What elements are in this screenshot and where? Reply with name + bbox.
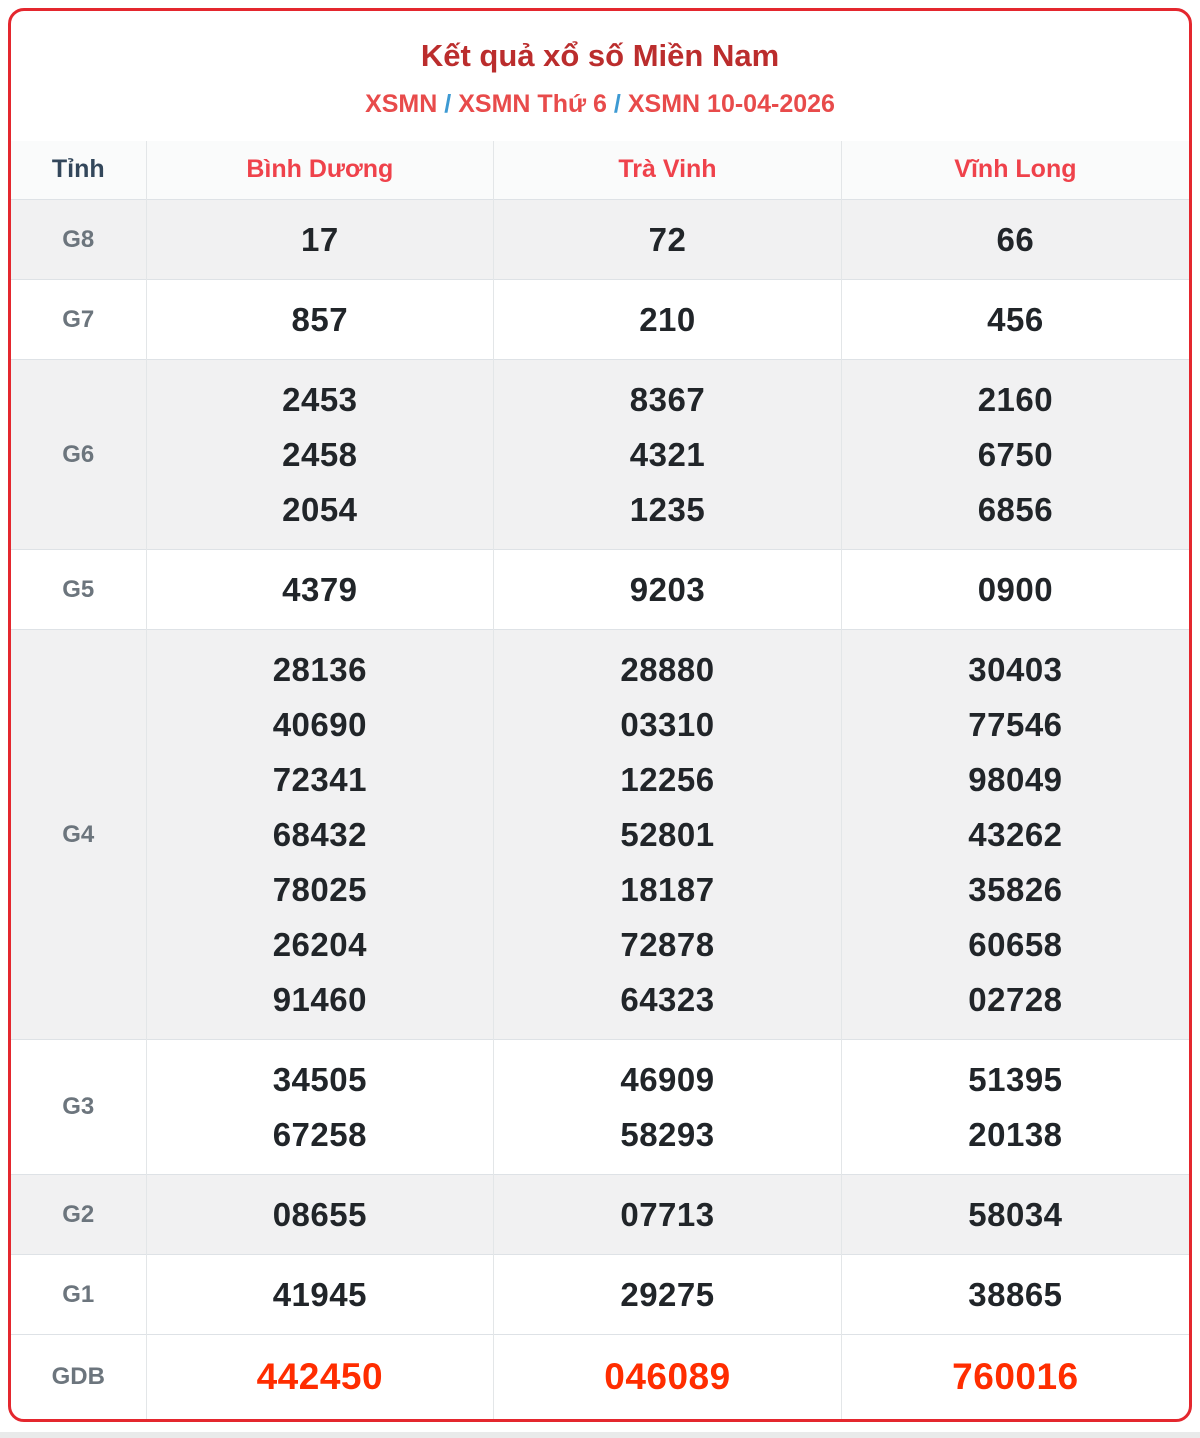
prize-row-g4	[11, 630, 1189, 1040]
prize-row-g3	[11, 1040, 1189, 1175]
prize-numbers-cell	[146, 1335, 494, 1420]
prize-row-gdb	[11, 1335, 1189, 1420]
breadcrumb-separator: /	[613, 90, 621, 119]
prize-number: 68432	[272, 816, 367, 854]
prize-number: 29275	[620, 1276, 715, 1314]
prize-number: 2054	[282, 491, 358, 529]
prize-number: 18187	[620, 871, 715, 909]
breadcrumb-link-xsmn-weekday[interactable]: XSMN Thứ 6	[458, 90, 607, 119]
prize-number: 58293	[620, 1116, 715, 1154]
prize-number: 4379	[282, 571, 358, 609]
prize-number: 51395	[968, 1061, 1063, 1099]
next-section-edge	[0, 1432, 1200, 1438]
prize-number: 98049	[968, 761, 1063, 799]
prize-numbers-cell	[841, 1175, 1189, 1255]
prize-number: 12256	[620, 761, 715, 799]
prize-number: 9203	[629, 571, 706, 609]
column-header-tra-vinh: Trà Vinh	[494, 141, 842, 200]
lottery-results-card	[8, 8, 1192, 1422]
prize-number: 8367	[629, 381, 706, 419]
prize-numbers-cell	[146, 1255, 494, 1335]
prize-number: 4321	[629, 436, 706, 474]
prize-number: 07713	[620, 1196, 715, 1234]
prize-row-g7	[11, 280, 1189, 360]
prize-numbers-cell	[841, 1335, 1189, 1420]
prize-row-g6	[11, 360, 1189, 550]
prize-number: 760016	[952, 1356, 1079, 1398]
prize-number: 03310	[620, 706, 715, 744]
prize-numbers-cell	[494, 1175, 842, 1255]
prize-row-g5	[11, 550, 1189, 630]
prize-number: 35826	[968, 871, 1063, 909]
prize-number: 20138	[968, 1116, 1063, 1154]
prize-label: G6	[11, 360, 146, 550]
prize-numbers-cell	[841, 1040, 1189, 1175]
prize-numbers-cell	[841, 200, 1189, 280]
prize-numbers-cell	[841, 1255, 1189, 1335]
prize-number: 2458	[282, 436, 358, 474]
breadcrumb-link-xsmn-date[interactable]: XSMN 10-04-2026	[627, 90, 835, 119]
prize-number: 02728	[968, 981, 1063, 1019]
prize-numbers-cell	[841, 280, 1189, 360]
prize-numbers-cell	[146, 550, 494, 630]
prize-numbers-cell	[841, 550, 1189, 630]
prize-number: 0900	[977, 571, 1054, 609]
prize-number: 64323	[620, 981, 715, 1019]
prize-numbers-cell	[146, 360, 494, 550]
prize-label: G4	[11, 630, 146, 1040]
prize-number: 72878	[620, 926, 715, 964]
prize-number: 34505	[272, 1061, 367, 1099]
prize-numbers-cell	[494, 550, 842, 630]
prize-number: 38865	[968, 1276, 1063, 1314]
prize-number: 442450	[256, 1356, 384, 1398]
prize-number: 60658	[968, 926, 1063, 964]
prize-label: G7	[11, 280, 146, 360]
prize-number: 41945	[272, 1276, 367, 1314]
prize-numbers-cell	[146, 1175, 494, 1255]
prize-numbers-cell	[494, 1255, 842, 1335]
card-header	[11, 11, 1189, 141]
prize-number: 72341	[272, 761, 367, 799]
breadcrumb-link-xsmn[interactable]: XSMN	[365, 90, 438, 119]
prize-number: 210	[639, 301, 696, 339]
prize-numbers-cell	[494, 1335, 842, 1420]
prize-number: 6856	[977, 491, 1054, 529]
prize-numbers-cell	[494, 280, 842, 360]
prize-label: G8	[11, 200, 146, 280]
prize-numbers-cell	[494, 200, 842, 280]
prize-number: 58034	[968, 1196, 1063, 1234]
prize-numbers-cell	[494, 360, 842, 550]
prize-number: 52801	[620, 816, 715, 854]
prize-row-g2	[11, 1175, 1189, 1255]
prize-number: 72	[648, 221, 687, 259]
prize-number: 40690	[272, 706, 367, 744]
prize-label: G2	[11, 1175, 146, 1255]
prize-numbers-cell	[841, 360, 1189, 550]
results-table-header	[11, 141, 1189, 200]
prize-number: 1235	[629, 491, 706, 529]
prize-label: G5	[11, 550, 146, 630]
prize-number: 46909	[620, 1061, 715, 1099]
prize-numbers-cell	[841, 630, 1189, 1040]
prize-numbers-cell	[494, 1040, 842, 1175]
breadcrumb	[21, 89, 1179, 120]
prize-numbers-cell	[146, 630, 494, 1040]
results-table-body	[11, 200, 1189, 1420]
prize-number: 08655	[272, 1196, 367, 1234]
prize-number: 2160	[977, 381, 1054, 419]
prize-number: 6750	[977, 436, 1054, 474]
prize-numbers-cell	[146, 200, 494, 280]
prize-number: 91460	[272, 981, 367, 1019]
prize-number: 77546	[968, 706, 1063, 744]
column-header-binh-duong: Bình Dương	[146, 141, 494, 200]
page	[0, 8, 1200, 1438]
prize-number: 28136	[272, 651, 367, 689]
prize-label: G1	[11, 1255, 146, 1335]
prize-numbers-cell	[146, 280, 494, 360]
prize-number: 66	[996, 221, 1035, 259]
prize-numbers-cell	[146, 1040, 494, 1175]
prize-number: 17	[300, 221, 339, 259]
results-table	[11, 141, 1189, 1420]
prize-label: GDB	[11, 1335, 146, 1420]
prize-row-g1	[11, 1255, 1189, 1335]
prize-number: 046089	[604, 1356, 731, 1398]
prize-number: 43262	[968, 816, 1063, 854]
page-title: Kết quả xổ số Miền Nam	[420, 38, 780, 73]
breadcrumb-separator: /	[444, 90, 452, 119]
prize-numbers-cell	[494, 630, 842, 1040]
prize-number: 28880	[620, 651, 715, 689]
prize-number: 857	[291, 301, 349, 339]
prize-number: 67258	[272, 1116, 367, 1154]
prize-row-g8	[11, 200, 1189, 280]
prize-number: 78025	[272, 871, 367, 909]
prize-number: 26204	[272, 926, 367, 964]
column-header-province: Tỉnh	[11, 141, 146, 200]
prize-number: 2453	[282, 381, 358, 419]
prize-number: 456	[987, 301, 1044, 339]
column-header-vinh-long: Vĩnh Long	[841, 141, 1189, 200]
prize-label: G3	[11, 1040, 146, 1175]
prize-number: 30403	[968, 651, 1063, 689]
